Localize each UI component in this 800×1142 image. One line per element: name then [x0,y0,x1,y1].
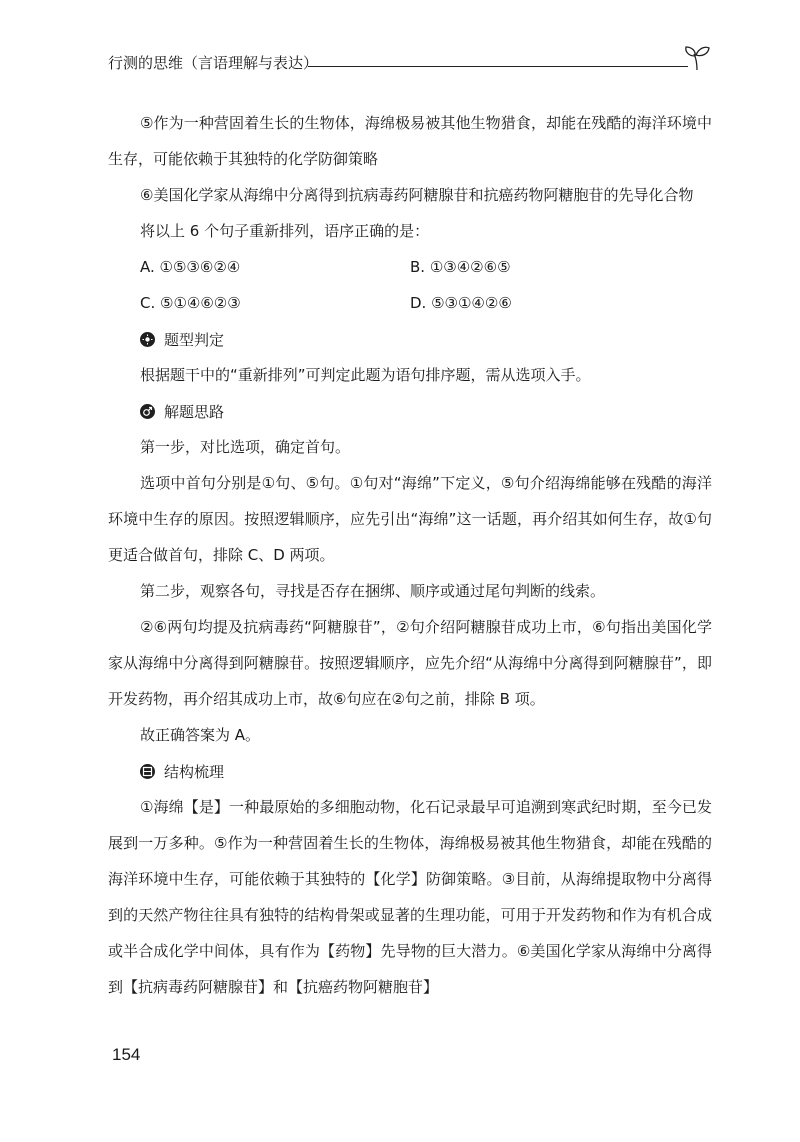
option-d: D. ⑤③①④②⑥ [410,294,512,312]
options-row-1 [108,249,712,285]
sentence-6: ⑥美国化学家从海绵中分离得到抗病毒药阿糖腺苷和抗癌药物阿糖胞苷的先导化合物 [140,186,694,204]
option-b: B. ①③④②⑥⑤ [410,258,511,276]
options-row-2 [108,285,712,321]
step-2: 第二步，观察各句，寻找是否存在捆绑、顺序或通过尾句判断的线索。 [140,582,606,600]
section-heading-approach [108,393,712,429]
section-heading-structure [108,753,712,789]
page-number: 154 [112,1045,141,1064]
option-a: A. ①⑤③⑥②④ [140,258,241,276]
structure-body: ①海绵【是】一种最原始的多细胞动物，化石记录最早可追溯到寒武纪时期，至今已发展到一万多种。⑤作为一种营固着生长的生物体，海绵极易被其他生物猎食，却能在残酷的海洋环境中生存，可能依赖于其独特的【化学】防御策略。③目前，从海绵提取物中分离得到的天然产物往往具有独特的结构骨架或显著的生理功能，可用于开发药物和作为有机合成或半合成化学中间体，具有作为【药物】先导物的巨大潜力。⑥美国化学家从海绵中分离得到【抗病毒药阿糖腺苷】和【抗癌药物阿糖胞苷】 [108,798,712,996]
sprout-icon [682,44,712,72]
header-title: 行测的思维（言语理解与表达） [108,54,319,72]
question-prompt: 将以上 6 个句子重新排列，语序正确的是： [140,222,430,240]
step-1: 第一步，对比选项，确定首句。 [140,438,351,456]
sun-icon [140,332,155,347]
approach-para-1: 选项中首句分别是①句、⑤句。①句对“海绵”下定义，⑤句介绍海绵能够在残酷的海洋环境中生存的原因。按照逻辑顺序，应先引出“海绵”这一话题，再介绍其如何生存，故①句更适合做首句，排除 C、D 两项。 [108,474,712,564]
sentence-5: ⑤作为一种营固着生长的生物体，海绵极易被其他生物猎食，却能在残酷的海洋环境中生存，可能依赖于其独特的化学防御策略 [108,114,712,168]
header-rule [308,66,688,67]
page-content [108,105,712,1005]
section-heading-type [108,321,712,357]
brain-icon [140,404,155,419]
answer-line: 故正确答案为 A。 [140,726,261,744]
running-header [108,44,712,74]
option-c: C. ⑤①④⑥②③ [140,294,241,312]
section-title: 结构梳理 [164,762,225,781]
type-body: 根据题干中的“重新排列”可判定此题为语句排序题，需从选项入手。 [140,366,591,384]
section-title: 解题思路 [164,402,225,421]
section-title: 题型判定 [164,330,225,349]
approach-para-2: ②⑥两句均提及抗病毒药“阿糖腺苷”，②句介绍阿糖腺苷成功上市，⑥句指出美国化学家从海绵中分离得到阿糖腺苷。按照逻辑顺序，应先介绍“从海绵中分离得到阿糖腺苷”，即开发药物，再介绍其成功上市，故⑥句应在②句之前，排除 B 项。 [108,618,712,708]
structure-icon [140,764,155,779]
